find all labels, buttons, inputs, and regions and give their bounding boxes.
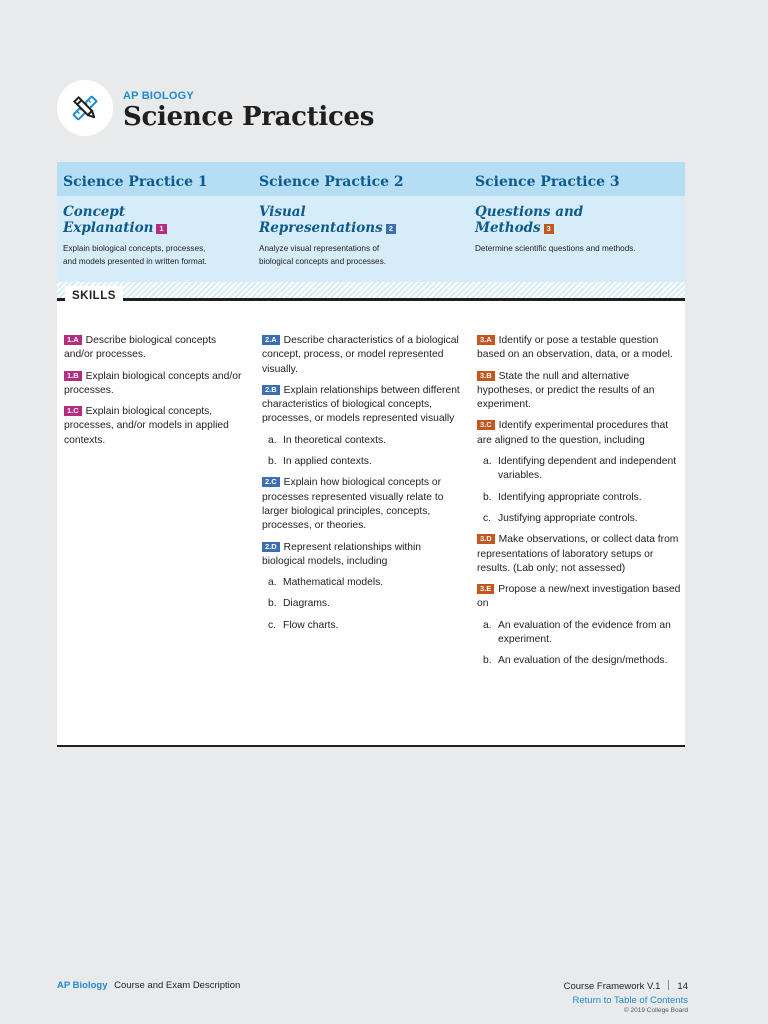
subitem-letter: c.: [483, 512, 492, 524]
skills-column-3: [477, 334, 682, 676]
skill-subitem: [483, 512, 682, 526]
skill-item: [262, 384, 462, 427]
skill-text: Describe biological concepts and/or processes.: [64, 335, 217, 361]
skill-item: [477, 583, 682, 612]
skills-column-2: [262, 334, 462, 640]
skill-subitem: [483, 491, 682, 505]
skill-item: [64, 334, 244, 363]
practice-3-title: Science Practice 3: [475, 174, 620, 190]
skill-text: State the null and alternative hypotheses, or predict the results of an experiment.: [477, 370, 655, 411]
skill-text: Explain relationships between different characteristics of biological concepts, processes, or models represented visually: [262, 384, 460, 425]
skill-text: Make observations, or collect data from representations of laboratory setups or results. (Lab only; not assessed): [477, 534, 679, 574]
skill-item: [64, 405, 244, 448]
copyright: © 2019 College Board: [623, 1007, 688, 1014]
skill-code-badge: 2.D: [262, 542, 280, 552]
subitem-letter: b.: [268, 456, 277, 468]
science-practices-table: [57, 162, 685, 747]
practice-2-description: Analyze visual representations of biological concepts and processes.: [259, 244, 386, 266]
page-header: [57, 80, 374, 136]
skill-subitem: [268, 434, 462, 448]
subitem-letter: b.: [483, 655, 492, 667]
subitem-letter: a.: [268, 434, 277, 446]
skill-text: Explain how biological concepts or processes represented visually relate to larger biological principles, concepts, processes, or theories.: [262, 477, 444, 532]
skills-column-1: [64, 334, 244, 455]
skill-subitem: [483, 654, 682, 668]
subitem-text: Flow charts.: [283, 619, 339, 631]
subitem-text: In applied contexts.: [283, 456, 372, 468]
skill-text: Identify or pose a testable question based on an observation, data, or a model.: [477, 335, 673, 361]
practice-3-number-badge: 3: [544, 224, 554, 234]
skill-item: [262, 541, 462, 570]
subitem-letter: a.: [483, 456, 492, 468]
skill-subitem: [268, 597, 462, 611]
footer-doc-title: Course and Exam Description: [114, 980, 241, 991]
practice-2-name: Visual Representations 2: [259, 204, 396, 236]
skill-item: [477, 334, 682, 363]
skill-item: [262, 334, 462, 377]
skill-text: Represent relationships within biological models, including: [262, 541, 422, 567]
skill-text: Explain biological concepts and/or processes.: [64, 370, 242, 396]
subitem-letter: b.: [483, 491, 492, 503]
subitem-text: Mathematical models.: [283, 577, 384, 589]
skill-text: Explain biological concepts, processes, and/or models in applied contexts.: [64, 406, 229, 446]
skill-subitem: [483, 619, 682, 648]
skill-item: [477, 533, 682, 576]
skill-code-badge: 3.D: [477, 534, 495, 544]
hatch-divider: [57, 282, 685, 298]
subitem-text: In theoretical contexts.: [283, 434, 387, 446]
practice-1-number-badge: 1: [156, 224, 166, 234]
subitem-text: Diagrams.: [283, 598, 330, 610]
subitem-text: An evaluation of the design/methods.: [498, 655, 668, 667]
footer-left: [57, 980, 240, 991]
subitem-text: An evaluation of the evidence from an experiment.: [498, 619, 671, 646]
practice-2-number-badge: 2: [386, 224, 396, 234]
practice-3-description: Determine scientific questions and methods.: [475, 244, 636, 253]
skill-code-badge: 2.A: [262, 335, 280, 345]
skill-subitem: [483, 455, 682, 484]
footer-right: [564, 980, 688, 1014]
skills-heading: SKILLS: [65, 286, 123, 306]
skill-code-badge: 3.B: [477, 371, 495, 381]
footer-separator: [668, 980, 669, 990]
subitem-letter: a.: [483, 619, 492, 631]
skill-item: [477, 370, 682, 413]
subitem-letter: c.: [268, 619, 277, 631]
subject-label: AP BIOLOGY: [123, 90, 194, 102]
footer-section: Course Framework V.1: [563, 981, 661, 992]
pencil-ruler-icon: [57, 80, 113, 136]
practice-1-name: Concept Explanation 1: [63, 204, 167, 236]
subitem-text: Identifying appropriate controls.: [498, 491, 642, 503]
return-to-toc-link[interactable]: Return to Table of Contents: [572, 995, 688, 1006]
skill-code-badge: 1.C: [64, 406, 82, 416]
footer-brand: AP Biology: [57, 980, 108, 991]
skill-item: [64, 370, 244, 399]
skill-subitem: [268, 455, 462, 469]
skill-subitem: [268, 576, 462, 590]
skill-code-badge: 2.B: [262, 385, 280, 395]
skill-code-badge: 3.A: [477, 335, 495, 345]
skill-code-badge: 3.E: [477, 584, 494, 594]
page-title: Science Practices: [123, 102, 375, 132]
practice-1-description: Explain biological concepts, processes, and models presented in written format.: [63, 244, 207, 266]
skill-item: [262, 476, 462, 533]
skill-subitem: [268, 619, 462, 633]
subitem-text: Justifying appropriate controls.: [498, 512, 638, 524]
page-number: 14: [677, 981, 688, 992]
skill-code-badge: 1.A: [64, 335, 82, 345]
skill-text: Propose a new/next investigation based on: [477, 584, 681, 610]
skill-text: Describe characteristics of a biological concept, process, or model represented visually.: [262, 335, 459, 375]
practice-2-title: Science Practice 2: [259, 174, 404, 190]
subitem-letter: a.: [268, 577, 277, 589]
skill-code-badge: 1.B: [64, 371, 82, 381]
subitem-letter: b.: [268, 598, 277, 610]
skill-code-badge: 2.C: [262, 477, 280, 487]
skill-code-badge: 3.C: [477, 420, 495, 430]
skills-rule: [57, 298, 685, 301]
skill-item: [477, 419, 682, 448]
practice-1-title: Science Practice 1: [63, 174, 208, 190]
skill-text: Identify experimental procedures that are aligned to the question, including: [477, 420, 669, 446]
practice-3-name: Questions and Methods 3: [475, 204, 584, 236]
subitem-text: Identifying dependent and independent variables.: [498, 456, 677, 482]
